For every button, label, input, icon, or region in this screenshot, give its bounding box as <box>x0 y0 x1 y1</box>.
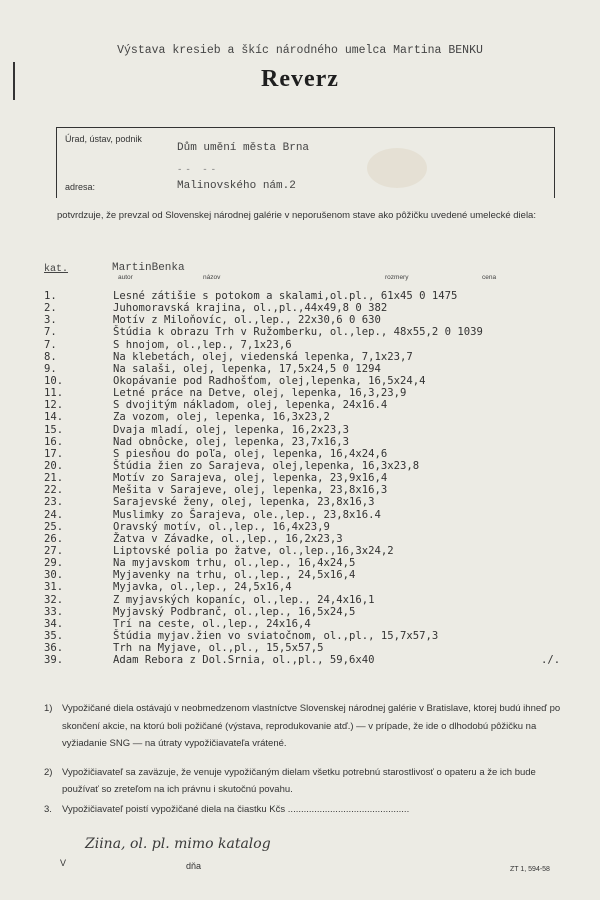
artwork-number: 11. <box>44 387 64 400</box>
paper-stain <box>367 148 427 188</box>
column-kat: kat. <box>44 264 69 275</box>
artwork-description: Za vozom, olej, lepenka, 16,3x23,2 <box>113 411 330 424</box>
artwork-description: Štúdia myjav.žien vo sviatočnom, ol.,pl., 15,7x57,3 <box>113 629 439 642</box>
artwork-description: Nad obnôcke, olej, lepenka, 23,7x16,3 <box>113 435 349 448</box>
column-autor: autor <box>118 274 133 281</box>
form-code: ZT 1, 594-58 <box>510 866 550 873</box>
artwork-row <box>44 387 584 399</box>
document-title: Reverz <box>261 66 339 92</box>
term-2-text: Vypožičiavateľ sa zaväzuje, že venuje vypožičaným dielam všetku potrebnú starostlivosť o opateru a že ich bude používať so zreteľom na ich právnu i skutočnú povahu. <box>62 766 536 796</box>
artwork-row <box>44 339 584 351</box>
artwork-number: 22. <box>44 484 64 497</box>
exhibition-title: Výstava kresieb a škíc národného umelca Martina BENKU <box>117 44 483 57</box>
artwork-number: 14. <box>44 411 64 424</box>
artwork-number: 8. <box>44 350 57 363</box>
issuer-name: Dům umění města Brna <box>177 142 310 154</box>
artwork-number: 16. <box>44 435 64 448</box>
artwork-row <box>44 496 584 508</box>
artwork-number: 1. <box>44 290 57 302</box>
artwork-number: 7. <box>44 326 57 339</box>
artwork-description: Na myjavskom trhu, ol.,lep., 16,4x24,5 <box>113 557 356 570</box>
column-nazov: názov <box>203 274 221 281</box>
artwork-description: Trh na Myjave, ol.,pl., 15,5x57,5 <box>113 642 324 655</box>
artwork-number: 35. <box>44 629 64 642</box>
artwork-number: 12. <box>44 399 64 412</box>
term-2-number: 2) <box>44 766 53 778</box>
artwork-row <box>44 424 584 436</box>
artwork-description: Dvaja mladí, olej, lepenka, 16,2x23,3 <box>113 423 349 436</box>
artwork-row <box>44 436 584 448</box>
artwork-number: 23. <box>44 496 64 509</box>
artwork-number: 21. <box>44 472 64 485</box>
term-1 <box>44 700 564 753</box>
term-3-number: 3. <box>44 803 52 815</box>
artwork-row <box>44 618 584 630</box>
artwork-description: Mešita v Sarajeve, olej, lepenka, 23,8x16,3 <box>113 484 388 497</box>
artwork-number: 25. <box>44 520 64 533</box>
handwritten-note: Ziina, ol. pl. mimo katalog <box>85 836 271 852</box>
artwork-description: Adam Rebora z Dol.Srnia, ol.,pl., 59,6x40 <box>113 654 375 667</box>
artwork-number: 17. <box>44 447 64 460</box>
artwork-number: 36. <box>44 642 64 655</box>
artwork-list <box>44 290 584 666</box>
term-2 <box>44 764 564 799</box>
artwork-number: 32. <box>44 593 64 606</box>
artwork-description: Motív z Miloňovíc, ol.,lep., 22x30,6 0 630 <box>113 314 381 327</box>
artwork-description: Žatva v Závadke, ol.,lep., 16,2x23,3 <box>113 532 343 545</box>
artwork-row <box>44 533 584 545</box>
artwork-description: Muslimky zo Šarajeva, ole.,lep., 23,8x16.4 <box>113 508 381 521</box>
artwork-number: 34. <box>44 617 64 630</box>
artwork-number: 2. <box>44 302 57 315</box>
issuer-dash-line: -- -- <box>177 165 220 175</box>
artwork-description: Na klebetách, olej, viedenská lepenka, 7,1x23,7 <box>113 350 413 363</box>
artwork-number: 29. <box>44 557 64 570</box>
artwork-row <box>44 521 584 533</box>
terms-list <box>44 700 564 819</box>
artwork-row <box>44 630 584 642</box>
issuer-label: Úrad, ústav, podnik <box>65 134 142 144</box>
artwork-description: Trí na ceste, ol.,lep., 24x16,4 <box>113 617 311 630</box>
artwork-description: Liptovské polia po žatve, ol.,lep.,16,3x24,2 <box>113 544 394 557</box>
artwork-description: S piesňou do poľa, olej, lepenka, 16,4x24,6 <box>113 447 388 460</box>
artwork-row <box>44 363 584 375</box>
place-label: V <box>60 858 67 868</box>
artwork-row <box>44 302 584 314</box>
artwork-number: 20. <box>44 459 64 472</box>
artwork-description: Štúdia žien zo Sarajeva, olej,lepenka, 16,3x23,8 <box>113 459 420 472</box>
artwork-row <box>44 545 584 557</box>
artwork-number: 27. <box>44 544 64 557</box>
artwork-description: S dvojitým nákladom, olej, lepenka, 24x16.4 <box>113 399 388 412</box>
artwork-row <box>44 375 584 387</box>
artwork-row <box>44 606 584 618</box>
artwork-number: 7. <box>44 338 57 351</box>
artwork-row <box>44 484 584 496</box>
column-cena: cena <box>482 274 497 281</box>
artwork-description: Motív zo Sarajeva, olej, lepenka, 23,9x16,4 <box>113 472 388 485</box>
artwork-row <box>44 472 584 484</box>
artwork-description: Myjavenky na trhu, ol.,lep., 24,5x16,4 <box>113 569 356 582</box>
artwork-description: Sarajevské ženy, olej, lepenka, 23,8x16,3 <box>113 496 375 509</box>
artwork-row <box>44 594 584 606</box>
date-label: dňa <box>186 861 202 871</box>
artwork-description: Myjavský Podbranč, ol.,lep., 16,5x24,5 <box>113 605 356 618</box>
artwork-row <box>44 581 584 593</box>
artwork-description: Z myjavských kopaníc, ol.,lep., 24,4x16,1 <box>113 593 375 606</box>
artwork-row <box>44 448 584 460</box>
artwork-row <box>44 509 584 521</box>
artist-name: MartinBenka <box>112 262 185 274</box>
address-label: adresa: <box>65 182 96 192</box>
artwork-row <box>44 399 584 411</box>
artwork-number: 24. <box>44 508 64 521</box>
artwork-description: Myjavka, ol.,lep., 24,5x16,4 <box>113 581 292 594</box>
confirmation-text: potvrdzuje, že prevzal od Slovenskej národnej galérie v neporušenom stave ako pôžičku uvedené umelecké diela: <box>57 210 536 221</box>
artwork-description: Letné práce na Detve, olej, lepenka, 16,3,23,9 <box>113 387 407 400</box>
list-end-mark: ./. <box>541 654 561 667</box>
artwork-row <box>44 654 584 666</box>
term-1-text: Vypožičané diela ostávajú v neobmedzenom vlastníctve Slovenskej národnej galérie v Bratislave, ktorej budú ihneď po skončení akcie, na ktorú boli požičané (výstava, reprodukovanie atď.) — v prípade, že ide o dlhodobú pôžičku na vyžiadanie SNG — na útraty vypožičiavateľa vrátené. <box>62 703 561 750</box>
artwork-row <box>44 290 584 302</box>
term-3-text: Vypožičiavateľ poistí vypožičané diela na čiastku Kčs <box>62 803 286 815</box>
artwork-number: 10. <box>44 374 64 387</box>
artwork-description: Lesné zátišie s potokom a skalami,ol.pl., 61x45 0 1475 <box>113 290 458 302</box>
term-3-blank-line: .............................................. <box>287 803 410 815</box>
artwork-number: 39. <box>44 654 64 667</box>
artwork-row <box>44 642 584 654</box>
artwork-number: 15. <box>44 423 64 436</box>
artwork-row <box>44 460 584 472</box>
issuer-box <box>56 127 555 198</box>
artwork-number: 31. <box>44 581 64 594</box>
column-rozmery: rozmery <box>385 274 409 281</box>
artwork-row <box>44 314 584 326</box>
artwork-number: 26. <box>44 532 64 545</box>
artwork-description: Oravský motív, ol.,lep., 16,4x23,9 <box>113 520 330 533</box>
artwork-row <box>44 411 584 423</box>
artwork-row <box>44 557 584 569</box>
artwork-row <box>44 569 584 581</box>
artwork-number: 33. <box>44 605 64 618</box>
artwork-description: Juhomoravská krajina, ol.,pl.,44x49,8 0 382 <box>113 302 388 315</box>
artwork-description: Okopávanie pod Radhošťom, olej,lepenka, 16,5x24,4 <box>113 374 426 387</box>
term-1-number: 1) <box>44 703 53 714</box>
artwork-number: 9. <box>44 362 57 375</box>
artwork-number: 30. <box>44 569 64 582</box>
artwork-description: Na salaši, olej, lepenka, 17,5x24,5 0 1294 <box>113 362 381 375</box>
artwork-number: 3. <box>44 314 57 327</box>
artwork-description: S hnojom, ol.,lep., 7,1x23,6 <box>113 338 292 351</box>
artwork-row <box>44 326 584 338</box>
artwork-row <box>44 351 584 363</box>
artwork-description: Štúdia k obrazu Trh v Ružomberku, ol.,lep., 48x55,2 0 1039 <box>113 326 483 339</box>
address-value: Malinovského nám.2 <box>177 180 296 192</box>
term-3 <box>44 801 564 819</box>
